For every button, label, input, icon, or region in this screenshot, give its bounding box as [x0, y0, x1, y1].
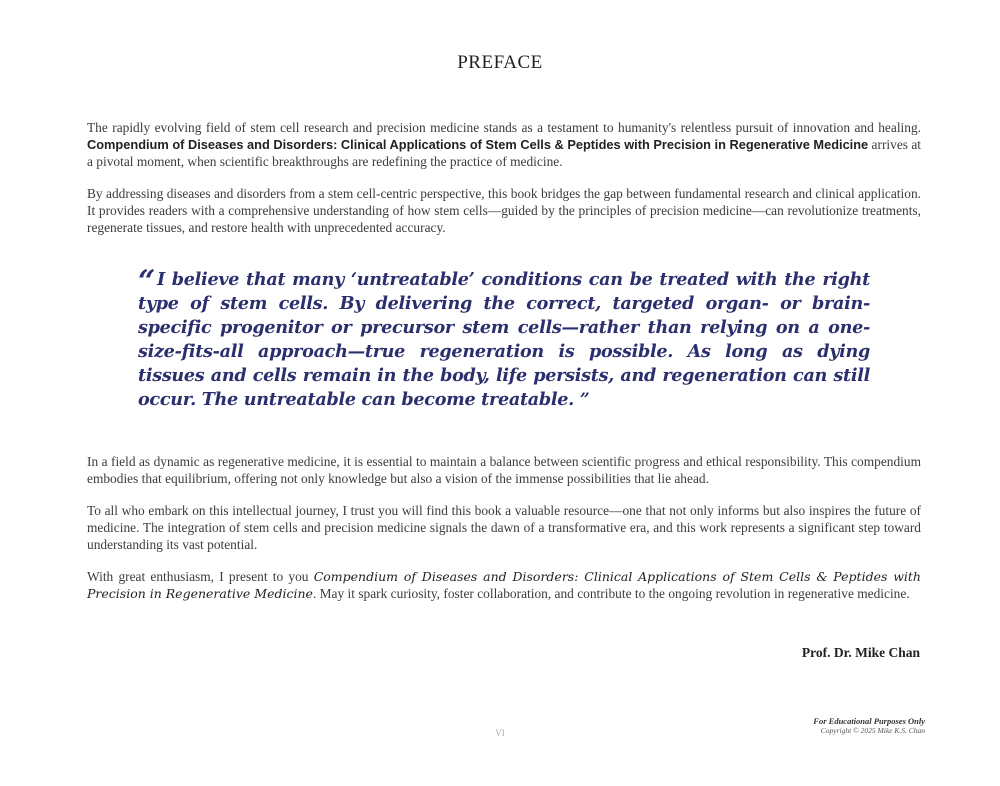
educational-notice: For Educational Purposes Only [813, 716, 925, 726]
close-quote-mark: ” [579, 390, 590, 410]
book-title-bold: Compendium of Diseases and Disorders: Clinical Applications of Stem Cells & Peptides with Precision in Regenerative Medicine [87, 137, 869, 152]
open-quote-mark: “ [138, 264, 155, 299]
paragraph-text: . May it spark curiosity, foster collaboration, and contribute to the ongoing revolution in regenerative medicine. [312, 586, 910, 601]
author-signature: Prof. Dr. Mike Chan [801, 645, 920, 660]
paragraph-perspective: By addressing diseases and disorders from a stem cell-centric perspective, this book bridges the gap between fundamental research and clinical application. It provides readers with a comprehensive understanding of how stem cells—guided by the principles of precision medicine—can revolutionize treatments, regenerate tissues, and restore health with unprecedented accuracy. [87, 186, 921, 235]
paragraph-text: The rapidly evolving field of stem cell research and precision medicine stands as a testament to humanity's relentless pursuit of innovation and healing. [87, 120, 921, 135]
page-number: VI [495, 728, 505, 738]
paragraph-intro [87, 119, 921, 170]
quote-body: I believe that many ‘untreatable’ conditions can be treated with the right type of stem cells. By delivering the correct, targeted organ- or brain-specific progenitor or precursor stem cells—rather than relying on a one-size-fits-all approach—true regeneration is possible. As long as dying tissues and cells remain in the body, life persists, and regeneration can still occur. The untreatable can become treatable. [138, 269, 870, 410]
paragraph-ethics: In a field as dynamic as regenerative medicine, it is essential to maintain a balance between scientific progress and ethical responsibility. This compendium embodies that equilibrium, offering not only knowledge but also a vision of the immense possibilities that lie ahead. [87, 454, 921, 486]
book-title-italic: Compendium of Diseases and Disorders: Clinical Applications of Stem Cells & Peptides with Precision in Regenerative Medicine [87, 569, 921, 601]
paragraph-text: arrives at a pivotal moment, when scientific breakthroughs are redefining the practice of medicine. [87, 137, 921, 169]
paragraph-closing [87, 568, 921, 602]
paragraph-text: With great enthusiasm, I present to you [87, 569, 314, 584]
page-title: PREFACE [457, 52, 543, 73]
quote-text [138, 264, 870, 412]
footer-notice [813, 716, 925, 736]
pull-quote [138, 264, 870, 412]
paragraph-journey: To all who embark on this intellectual journey, I trust you will find this book a valuable resource—one that not only informs but also inspires the future of medicine. The integration of stem cells and precision medicine signals the dawn of a transformative era, and this work represents a significant step toward understanding its vast potential. [87, 503, 921, 552]
copyright-notice: Copyright © 2025 Mike K.S. Chan [820, 726, 925, 735]
